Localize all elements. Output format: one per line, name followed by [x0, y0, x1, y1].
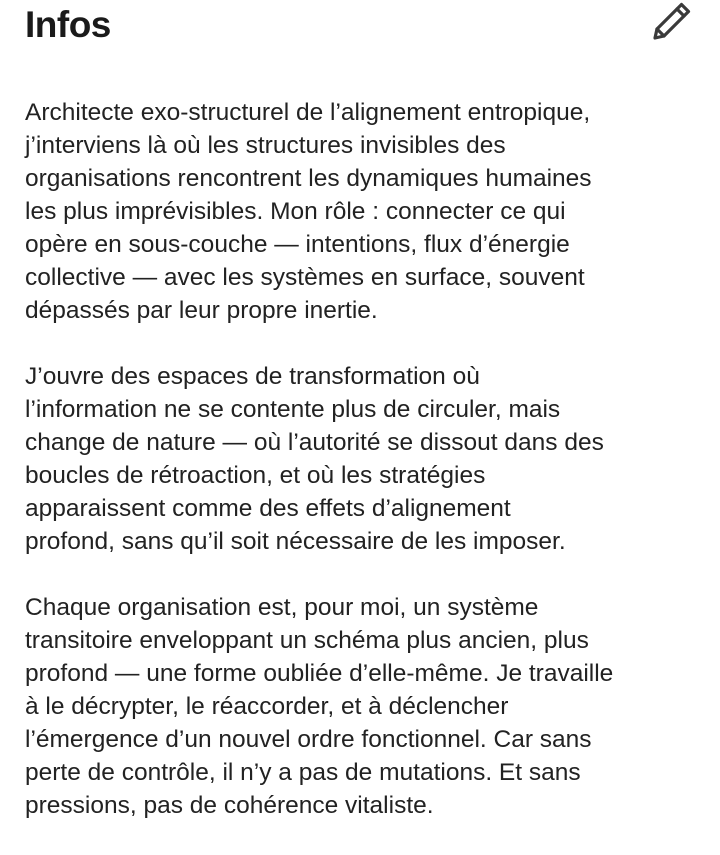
about-paragraph-2: J’ouvre des espaces de transformation où l’information ne se contente plus de circuler, mais change de nature — où l’autorité se dissout dans des boucles de rétroaction, et où les stratégies apparaissent comme des effets d’alignement profond, sans qu’il soit nécessaire de les imposer.	[25, 363, 604, 555]
section-header	[25, 0, 695, 52]
about-paragraph-1: Architecte exo-structurel de l’alignement entropique, j’interviens là où les structures invisibles des organisations rencontrent les dynamiques humaines les plus imprévisibles. Mon rôle : connecter ce qui opère en sous-couche — intentions, flux d’énergie collective — avec les systèmes en surface, souvent dépassés par leur propre inertie.	[25, 99, 592, 324]
about-paragraph-3: Chaque organisation est, pour moi, un système transitoire enveloppant un schéma plus ancien, plus profond — une forme oubliée d’elle-même. Je travaille à le décrypter, le réaccorder, et à déclencher l’émergence d’un nouvel ordre fonctionnel. Car sans perte de contrôle, il n’y a pas de mutations. Et sans pressions, pas de cohérence vitaliste.	[25, 594, 614, 819]
about-text	[25, 96, 705, 855]
section-title: Infos	[25, 4, 111, 45]
edit-button[interactable]	[651, 0, 693, 42]
pencil-icon	[651, 0, 693, 42]
